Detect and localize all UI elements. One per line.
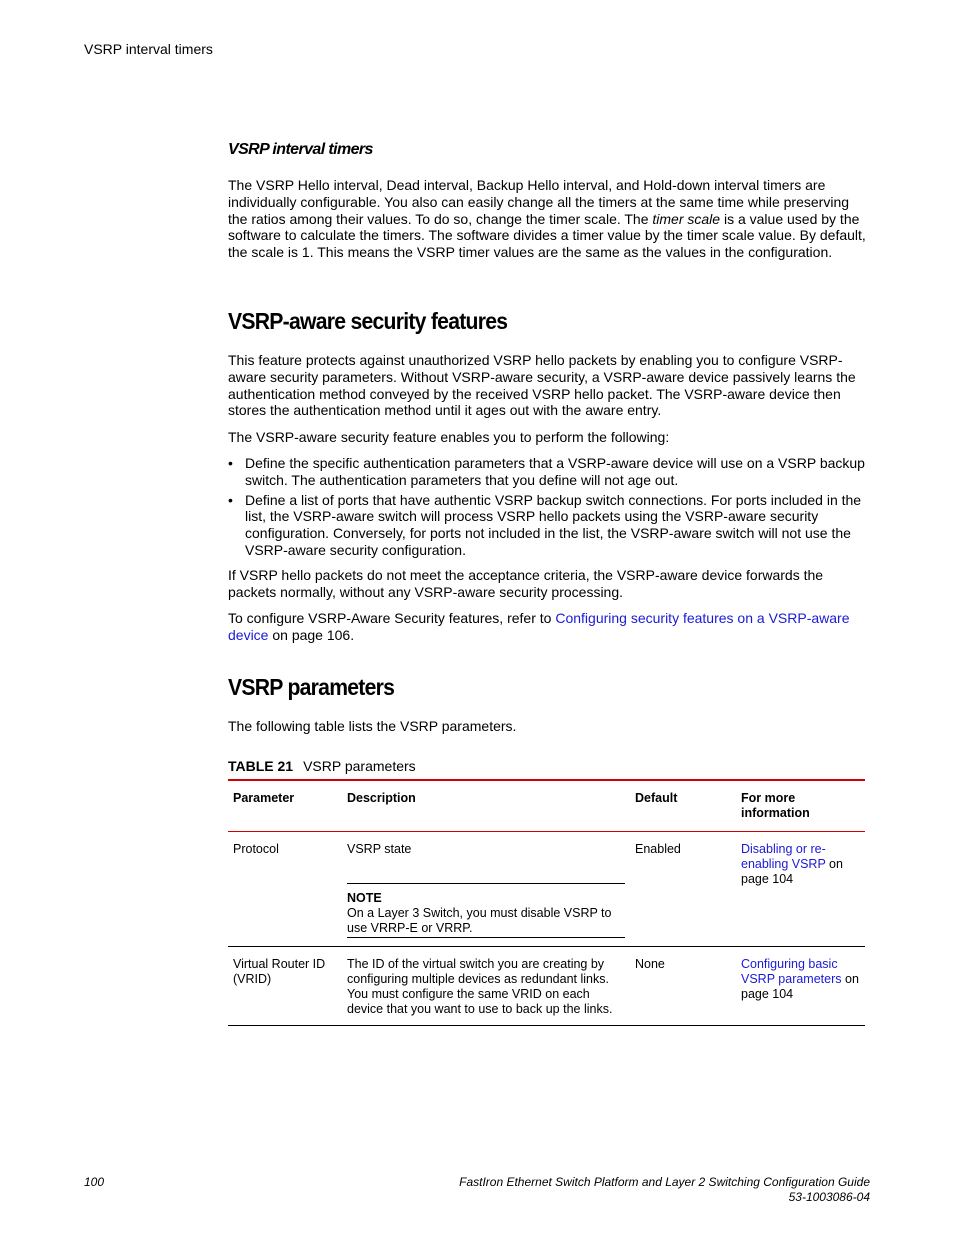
- link-disabling-vsrp[interactable]: Disabling or re-enabling VSRP: [741, 842, 826, 871]
- bullet-item: • Define a list of ports that have authentic VSRP backup switch connections. For ports included in the list, the VSRP-aware switch will process VSRP hello packets using the VSRP-aware security configuration. Conversely, for ports not included in the list, the VSRP-aware switch will not use the VSRP-aware security configuration.: [228, 492, 868, 559]
- table-header-row: [228, 780, 865, 832]
- table-row: [228, 832, 865, 947]
- heading-security-features: VSRP-aware security features: [228, 308, 508, 334]
- heading-vsrp-parameters: VSRP parameters: [228, 674, 395, 700]
- link-configuring-security[interactable]: Configuring security features on a VSRP-aware device: [228, 610, 850, 643]
- security-paragraph-2: The VSRP-aware security feature enables you to perform the following:: [228, 429, 670, 445]
- page-ref: on page 104: [741, 857, 843, 886]
- timers-text-1: The VSRP Hello interval, Dead interval, Backup Hello interval, and Hold-down interval timers are individually configurable. You also can easily change all the timers at the same time while preserving the ratios among their values. To do so, change the timer scale. The: [228, 177, 850, 227]
- timers-text-italic: timer scale: [652, 210, 721, 227]
- parameters-intro: The following table lists the VSRP parameters.: [228, 718, 517, 734]
- column-header-more-info: For more information: [741, 791, 810, 820]
- table-number: TABLE 21: [228, 758, 294, 774]
- timers-paragraph: [228, 177, 868, 261]
- page-ref-text: on page 106.: [268, 626, 355, 643]
- page-ref: on page 104: [741, 972, 859, 1001]
- column-header-default: Default: [635, 791, 678, 805]
- security-paragraph-3: If VSRP hello packets do not meet the acceptance criteria, the VSRP-aware device forwards the packets normally, without any VSRP-aware security processing.: [228, 567, 824, 600]
- refer-text: To configure VSRP-Aware Security features, refer to: [228, 610, 556, 626]
- running-header: VSRP interval timers: [84, 41, 213, 57]
- note-box: [347, 883, 625, 938]
- note-title: NOTE: [347, 891, 382, 905]
- section-title-interval-timers: VSRP interval timers: [228, 141, 373, 158]
- table-row: [228, 947, 865, 1026]
- cell-description: [342, 832, 630, 947]
- footer-doc-number: 53-1003086-04: [788, 1190, 870, 1204]
- cell-default: Enabled: [635, 842, 681, 856]
- footer-doc-info: [459, 1175, 870, 1205]
- column-header-description: Description: [347, 791, 416, 805]
- cell-parameter: Virtual Router ID (VRID): [233, 957, 326, 986]
- table-title: VSRP parameters: [303, 758, 416, 774]
- cell-description: The ID of the virtual switch you are creating by configuring multiple devices as redundant links. You must configure the same VRID on each device that you want to use to back up the links.: [347, 957, 613, 1016]
- security-paragraph-1: This feature protects against unauthorized VSRP hello packets by enabling you to configure VSRP-aware security parameters. Without VSRP-aware security, a VSRP-aware device passively learns the authentication method conveyed by the received VSRP hello packet. The VSRP-aware device then stores the authentication method until it ages out with the aware entry.: [228, 352, 856, 419]
- description-text: VSRP state: [347, 842, 412, 856]
- column-header-parameter: Parameter: [233, 791, 295, 805]
- security-paragraph-4: [228, 610, 868, 644]
- footer-doc-title: FastIron Ethernet Switch Platform and Layer 2 Switching Configuration Guide: [459, 1175, 870, 1189]
- cell-parameter: Protocol: [233, 842, 279, 856]
- link-configuring-basic-vsrp[interactable]: Configuring basic VSRP parameters: [741, 957, 842, 986]
- security-bullet-list: [228, 455, 868, 562]
- timers-text-2: is a value used by the software to calculate the timers. The software divides a timer value by the timer scale value. By default, the scale is 1. This means the VSRP timer values are the same as the values in the configuration.: [228, 210, 866, 261]
- bullet-item: • Define the specific authentication parameters that a VSRP-aware device will use on a VSRP backup switch. The authentication parameters that you define will not age out.: [228, 455, 868, 489]
- table-caption: [228, 758, 868, 774]
- vsrp-parameters-table: [228, 779, 865, 1026]
- page-number: 100: [84, 1175, 105, 1189]
- cell-default: None: [635, 957, 665, 971]
- cell-more-info: [736, 832, 865, 947]
- note-text: On a Layer 3 Switch, you must disable VSRP to use VRRP-E or VRRP.: [347, 906, 612, 935]
- cell-more-info: [736, 947, 865, 1026]
